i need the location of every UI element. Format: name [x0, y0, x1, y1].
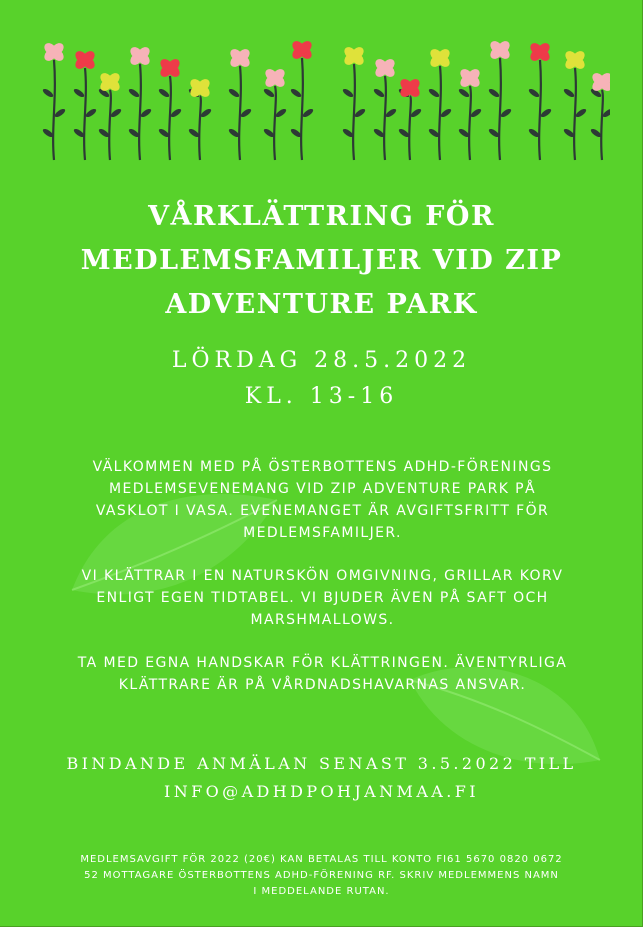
flower-stem [499, 58, 501, 160]
flower-stem [169, 76, 171, 160]
flower-leaf [54, 107, 67, 118]
flower-leaf [373, 87, 386, 98]
flower-stem [301, 58, 303, 160]
activities-paragraph [60, 565, 585, 631]
flower-stem [53, 60, 55, 160]
event-time: KL. 13-16 [244, 384, 399, 409]
gloves-paragraph [60, 652, 585, 696]
flower-leaf [342, 87, 355, 98]
flower-leaf [458, 87, 471, 98]
flower-stem [199, 96, 201, 160]
welcome-paragraph [60, 456, 585, 544]
title-line: VÅRKLÄTTRING FÖR [148, 201, 495, 232]
footer-line: I MEDDELANDE RUTAN. [253, 886, 390, 897]
paragraph-line: VASKLOT I VASA. EVENEMANGET ÄR AVGIFTSFRITT FÖR [95, 503, 550, 519]
flower-leaf [563, 87, 576, 98]
paragraph-line: ENLIGT EGEN TIDTABEL. VI BJUDER ÄVEN PÅ SAFT OCH [96, 590, 549, 606]
flower-leaf [170, 107, 183, 118]
paragraph-line: KLÄTTRARE ÄR PÅ VÅRDNADSHAVARNAS ANSVAR. [118, 677, 527, 693]
footer-line: 52 MOTTAGARE ÖSTERBOTTENS ADHD-FÖRENING RF. SKRIV MEDLEMMENS NAMN [84, 870, 559, 881]
flower-leaf [500, 107, 513, 118]
event-date-time [0, 343, 643, 415]
flower-stem [353, 64, 355, 160]
flower-leaf [140, 107, 153, 118]
flower-leaf [228, 87, 241, 98]
flower-leaf [488, 87, 501, 98]
flower-leaf [385, 107, 398, 118]
flower-border-illustration [40, 38, 610, 166]
flower-leaf [428, 87, 441, 98]
flower-leaf [110, 107, 123, 118]
membership-fee-note [40, 852, 603, 900]
flower-leaf [85, 107, 98, 118]
paragraph-line: VI KLÄTTRAR I EN NATURSKÖN OMGIVNING, GRILLAR KORV [81, 568, 564, 584]
flower-leaf [354, 107, 367, 118]
flower-stem [274, 86, 276, 160]
paragraph-line: MEDLEMSEVENEMANG VID ZIP ADVENTURE PARK PÅ [108, 481, 536, 497]
title-line: ADVENTURE PARK [165, 289, 478, 320]
registration-deadline [0, 750, 643, 806]
flower-stem [439, 66, 441, 160]
flower-leaf [528, 87, 541, 98]
flower-stem [84, 68, 86, 160]
flower-stem [409, 96, 411, 160]
deadline-line: BINDANDE ANMÄLAN SENAST 3.5.2022 TILL [66, 754, 577, 773]
flower-leaf [275, 107, 288, 118]
flower-stem [139, 64, 141, 160]
flower-leaf [240, 107, 253, 118]
event-date: LÖRDAG 28.5.2022 [171, 348, 472, 373]
flower-leaf [128, 87, 141, 98]
paragraph-line: TA MED EGNA HANDSKAR FÖR KLÄTTRINGEN. ÄVENTYRLIGA [77, 655, 568, 671]
flower-leaf [440, 107, 453, 118]
flower-stem [384, 76, 386, 160]
footer-line: MEDLEMSAVGIFT FÖR 2022 (20€) KAN BETALAS TILL KONTO FI61 5670 0820 0672 [80, 854, 563, 865]
flower-stem [574, 68, 576, 160]
flower-leaf [263, 87, 276, 98]
paragraph-line: MARSHMALLOWS. [250, 612, 395, 628]
paragraph-line: VÄLKOMMEN MED PÅ ÖSTERBOTTENS ADHD-FÖRENINGS [92, 459, 553, 475]
flower-stem [601, 90, 603, 160]
flower-leaf [42, 87, 55, 98]
flower-stem [539, 60, 541, 160]
event-title [0, 195, 643, 327]
title-line: MEDLEMSFAMILJER VID ZIP [80, 245, 563, 276]
paragraph-line: MEDLEMSFAMILJER. [243, 525, 402, 541]
flower-stem [109, 90, 111, 160]
flower-leaf [540, 107, 553, 118]
flower-leaf [470, 107, 483, 118]
flower-leaf [158, 87, 171, 98]
flower-stem [469, 86, 471, 160]
flower-leaf [290, 87, 303, 98]
flower-stem [239, 66, 241, 160]
flower-leaf [302, 107, 315, 118]
flower-leaf [73, 87, 86, 98]
contact-email: INFO@ADHDPOHJANMAA.FI [164, 782, 479, 801]
flower-group [42, 39, 610, 160]
flower-leaf [575, 107, 588, 118]
